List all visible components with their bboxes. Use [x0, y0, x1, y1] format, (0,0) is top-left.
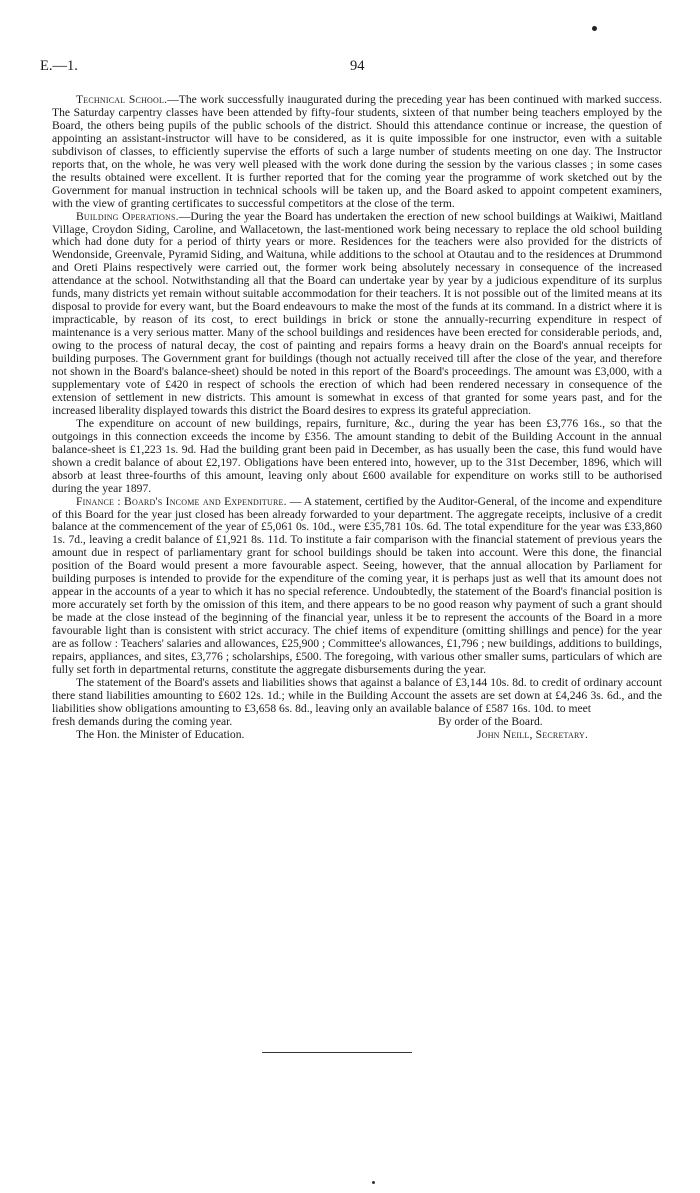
- page-mark-dot: [592, 26, 597, 31]
- paragraph-text: The statement of the Board's assets and liabilities shows that against a balance of £3,144 10s. 8d. to credit of ordinary account there stand liabilities amounting to £602 12s. 1d.; while in the Building Account the assets are set down at £4,246 3s. 6d., and the liabilities show obligations amounting to £3,658 6s. 8d., leaving only an available balance of £587 16s. 10d. to meet: [52, 675, 662, 715]
- section-heading: Finance : Board's Income and Expenditure.: [76, 494, 287, 508]
- end-rule: [262, 1052, 412, 1053]
- paragraph-technical-school: [52, 94, 662, 211]
- addressee: The Hon. the Minister of Education.: [76, 727, 245, 741]
- document-body: [52, 94, 662, 742]
- section-heading: Technical School.: [76, 93, 168, 106]
- paragraph-text: —During the year the Board has undertaken the erection of new school buildings at Waikiwi, Maitland Village, Croydon Siding, Caroline, and Wallacetown, the last-mentioned work being necessary to replace the old school building which had done duty for a period of thirty years or more. Residences for the teachers were also provided for the districts of Wendonside, Greenvale, Pyramid Siding, and Waituna, while additions to the school at Otautau and to the residences at Drummond and Oreti Plains respectively were carried out, the former work being absolutely necessary in consequence of the increased attendance at the school. Notwithstanding all that the Board can undertake year by year by a judicious expenditure of its surplus funds, many districts yet remain without suitable accommodation for their teachers. It is not possible out of the limited means at its disposal to provide for every want, but the Board endeavours to make the most of the funds at its command. In a district where it is impracticable, by reason of its cost, to erect buildings in brick or stone the annually-recurring expenditure in respect of maintenance is a very serious matter. Many of the school buildings and residences have been erected for considerable periods, and, owing to the process of natural decay, the cost of painting and repairs forms a heavy drain on the Board's annual receipts for building purposes. The Government grant for buildings (though not actually received till after the close of the year, and therefore not shown in the Board's balance-sheet) should be noted in this report of the Board's proceedings. The amount was £3,000, with a supplementary vote of £420 in respect of schools the erection of which had been rendered necessary in consequence of the extension of settlement in new districts. This amount is somewhat in excess of that granted for some years past, and for the increased liberality displayed towards this district the Board desires to express its grateful appreciation.: [52, 209, 662, 417]
- page-header: [40, 58, 660, 80]
- sign-off: [52, 716, 662, 742]
- closing-line: fresh demands during the coming year.: [52, 714, 233, 728]
- paragraph-finance: [52, 496, 662, 677]
- page-mark-dot-bottom: [372, 1181, 375, 1184]
- page-number: 94: [350, 58, 365, 74]
- signatory: John Neill, Secretary.: [477, 727, 589, 741]
- by-order-line: By order of the Board.: [438, 714, 543, 728]
- paragraph-building-operations: [52, 211, 662, 418]
- paragraph-building-expenditure: [52, 418, 662, 496]
- paragraph-text: —The work successfully inaugurated during the preceding year has been continued with marked success. The Saturday carpentry classes have been attended by fifty-four students, sixteen of that number being teachers employed by the Board, the others being pupils of the public schools of the district. Should this attendance continue or increase, the question of appointing an assistant-instructor will have to be considered, as it is quite impossible for one instructor, even with a suitable subdivison of classes, to efficiently supervise the efforts of such a large number of students meeting on one day. The Instructor reports that, on the whole, he was very well pleased with the work done during the session by the various classes ; in some cases the results obtained were excellent. It is further reported that for the coming year the programme of work sketched out by the Government for manual instruction in technical schools will be taken up, and the Board asked to appoint competent examiners, with the view of granting certificates to successful competitors at the close of the term.: [52, 93, 662, 210]
- paragraph-text: — A statement, certified by the Auditor-General, of the income and expenditure of this Board for the year just closed has been already forwarded to your department. The aggregate receipts, inclusive of a credit balance at the commencement of the year of £5,061 0s. 10d., were £35,781 10s. 6d. The total expenditure for the year was £33,860 1s. 7d., leaving a credit balance of £1,921 8s. 11d. To institute a fair comparison with the financial statement of previous years the amount due in respect of parliamentary grant for school buildings should be taken into account. Were this done, the financial position of the Board would present a more favourable aspect. Seeing, however, that the annual allocation by Parliament for building purposes is intended to provide for the expenditure of the coming year, it is perhaps just as well that its amount does not appear in the accounts of a year to which it has no special reference. Undoubtedly, the statement of the Board's financial position is more accurately set forth by the omission of this item, and there appears to be no good reason why payment of such a grant should be made at the close instead of the beginning of the financial year, unless it be to represent the accounts of the Board in a more favourable light than is consistent with strict accuracy. The chief items of expenditure (omitting shillings and pence) for the year are as follow : Teachers' salaries and allowances, £25,900 ; Committee's allowances, £1,796 ; new buildings, additions to buildings, repairs, appliances, and sites, £3,776 ; scholarships, £500. The foregoing, with various other smaller sums, particulars of which are fully set forth in departmental returns, constitute the aggregate disbursements during the year.: [52, 494, 662, 676]
- document-reference: E.—1.: [40, 58, 78, 74]
- paragraph-text: The expenditure on account of new buildings, repairs, furniture, &c., during the year has been £3,776 16s., so that the outgoings in this connection exceeds the income by £356. The amount standing to debit of the Building Account in the annual balance-sheet is £1,223 1s. 9d. Had the building grant been paid in December, as has usually been the case, this fund would have shown a credit balance of about £2,197. Obligations have been entered into, however, up to the 31st December, 1896, which will absorb at least three-fourths of this amount, leaving only about £600 available for expenditure on works still to be authorised during the year 1897.: [52, 416, 662, 495]
- paragraph-assets-liabilities: [52, 677, 662, 716]
- section-heading: Building Operations.: [76, 209, 179, 223]
